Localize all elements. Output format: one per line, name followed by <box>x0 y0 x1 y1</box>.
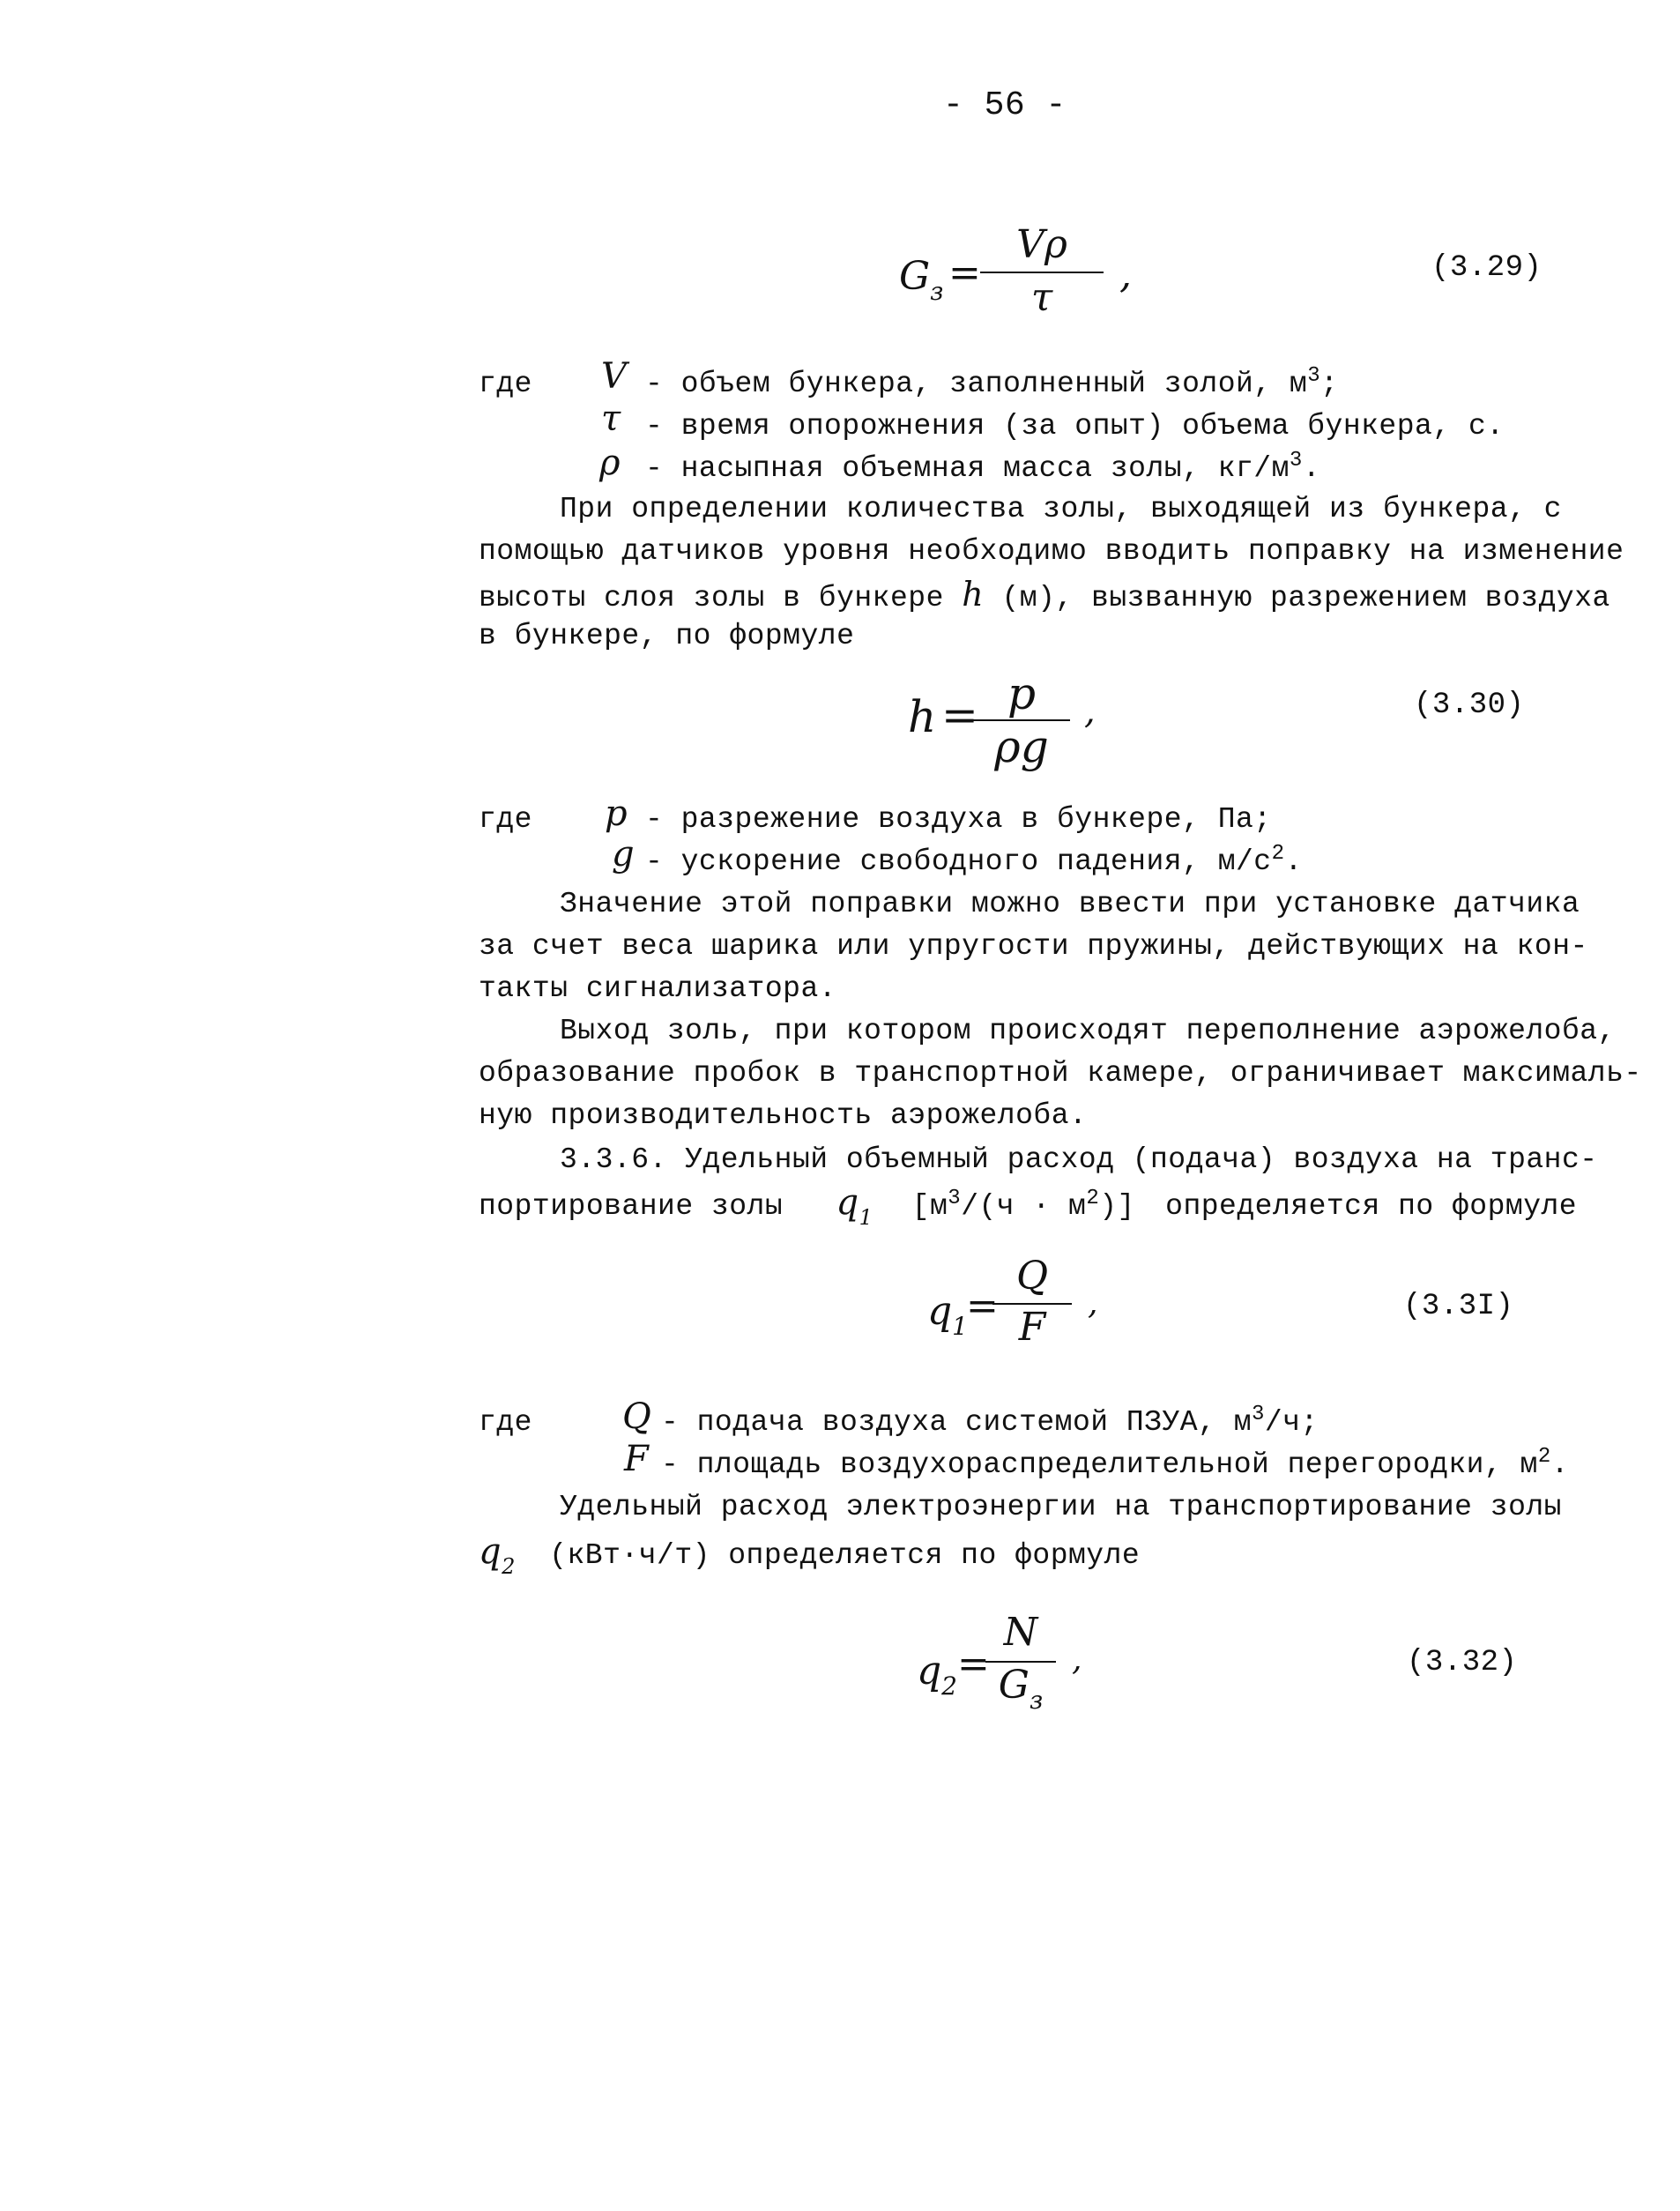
equation-number: (3.3I) <box>1403 1290 1514 1323</box>
numerator: Vρ <box>1016 222 1067 267</box>
paragraph-line: образование пробок в транспортной камере, ограничивает максималь- <box>479 1057 1642 1090</box>
eq-comma: , <box>1088 1285 1098 1321</box>
eq-lhs: $q_1$ <box>927 1289 968 1341</box>
paragraph-line: такты сигнализатора. <box>479 972 837 1005</box>
symbol-q-flow: Q <box>622 1396 651 1437</box>
symbol-tau: τ <box>601 398 621 439</box>
eq-comma: , <box>1119 252 1132 297</box>
paragraph-line: ную производительность аэрожелоба. <box>479 1099 1088 1132</box>
eq-comma: , <box>1084 691 1096 732</box>
eq-lhs: h <box>908 691 937 742</box>
symbol-p: p <box>605 793 628 834</box>
numerator: Q <box>1015 1254 1049 1299</box>
eq-sign: = <box>948 250 981 295</box>
eq-sign: = <box>966 1284 999 1329</box>
symbol-f: F <box>624 1439 649 1479</box>
symbol-v: V <box>601 356 627 397</box>
paragraph-line: Удельный расход электроэнергии на транспортирование золы <box>560 1491 1562 1523</box>
definition-line: - площадь воздухораспределительной перегородки, $м^2$. <box>661 1445 1570 1481</box>
symbol-q2: $q_2$ <box>479 1531 516 1579</box>
where-label: где <box>479 803 532 836</box>
eq-lhs: $q_2$ <box>917 1649 957 1701</box>
fraction <box>973 668 1070 774</box>
paragraph-line: помощью датчиков уровня необходимо вводить поправку на изменение <box>479 535 1624 568</box>
paragraph-line: высоты слоя золы в бункере h (м), вызванную разрежением воздуха <box>479 575 1610 614</box>
eq-lhs: $G_з$ <box>899 254 944 306</box>
definition-line: - время опорожнения (за опыт) объема бункера, с. <box>645 410 1505 443</box>
definition-line: - подача воздуха системой ПЗУА, $м^3/ч$; <box>661 1403 1319 1439</box>
paragraph-line: $q_2$ (кВт·ч/т) определяется по формуле <box>479 1531 1141 1579</box>
definition-line: - разрежение воздуха в бункере, Па; <box>645 803 1272 836</box>
fraction-bar <box>980 272 1104 273</box>
denominator: $G_з$ <box>998 1663 1044 1715</box>
symbol-rho: ρ <box>599 443 621 483</box>
paragraph-line: При определении количества золы, выходящей из бункера, с <box>560 493 1562 525</box>
denominator: τ <box>1030 275 1053 320</box>
definition-line: - объем бункера, заполненный золой, $м^3$; <box>645 364 1339 400</box>
paragraph-line: в бункере, по формуле <box>479 620 855 652</box>
eq-sign: = <box>941 689 978 741</box>
fraction <box>985 1610 1056 1733</box>
fraction <box>980 222 1104 328</box>
denominator: ρg <box>994 721 1049 772</box>
equation-number: (3.30) <box>1414 689 1525 722</box>
symbol-q1: $q_1$ <box>836 1182 873 1230</box>
where-label: где <box>479 368 532 400</box>
fraction <box>992 1254 1072 1359</box>
definition-line: - насыпная объемная масса золы, $кг/м^3$. <box>645 449 1321 485</box>
paragraph-line: портирование золы $q_1$ $[м^3/(ч \cdot м^2)]$ определяется по формуле <box>479 1182 1578 1230</box>
paragraph-line: 3.3.6. Удельный объемный расход (подача) воздуха на транс- <box>560 1143 1598 1176</box>
paragraph-line: Значение этой поправки можно ввести при установке датчика <box>560 888 1580 920</box>
symbol-g: g <box>612 834 635 875</box>
numerator: p <box>1007 668 1036 719</box>
definition-line: - ускорение свободного падения, $м/с^2$. <box>645 842 1303 878</box>
denominator: F <box>1018 1305 1046 1350</box>
equation-number: (3.29) <box>1431 251 1542 285</box>
where-label: где <box>479 1406 532 1439</box>
equation-number: (3.32) <box>1407 1646 1518 1679</box>
page-number: - 56 - <box>943 86 1067 124</box>
eq-sign: = <box>957 1642 990 1686</box>
eq-comma: , <box>1072 1642 1082 1678</box>
numerator: N <box>1003 1610 1038 1655</box>
paragraph-line: за счет веса шарика или упругости пружины, действующих на кон- <box>479 930 1588 963</box>
paragraph-line: Выход золь, при котором происходят переполнение аэрожелоба, <box>560 1015 1616 1047</box>
